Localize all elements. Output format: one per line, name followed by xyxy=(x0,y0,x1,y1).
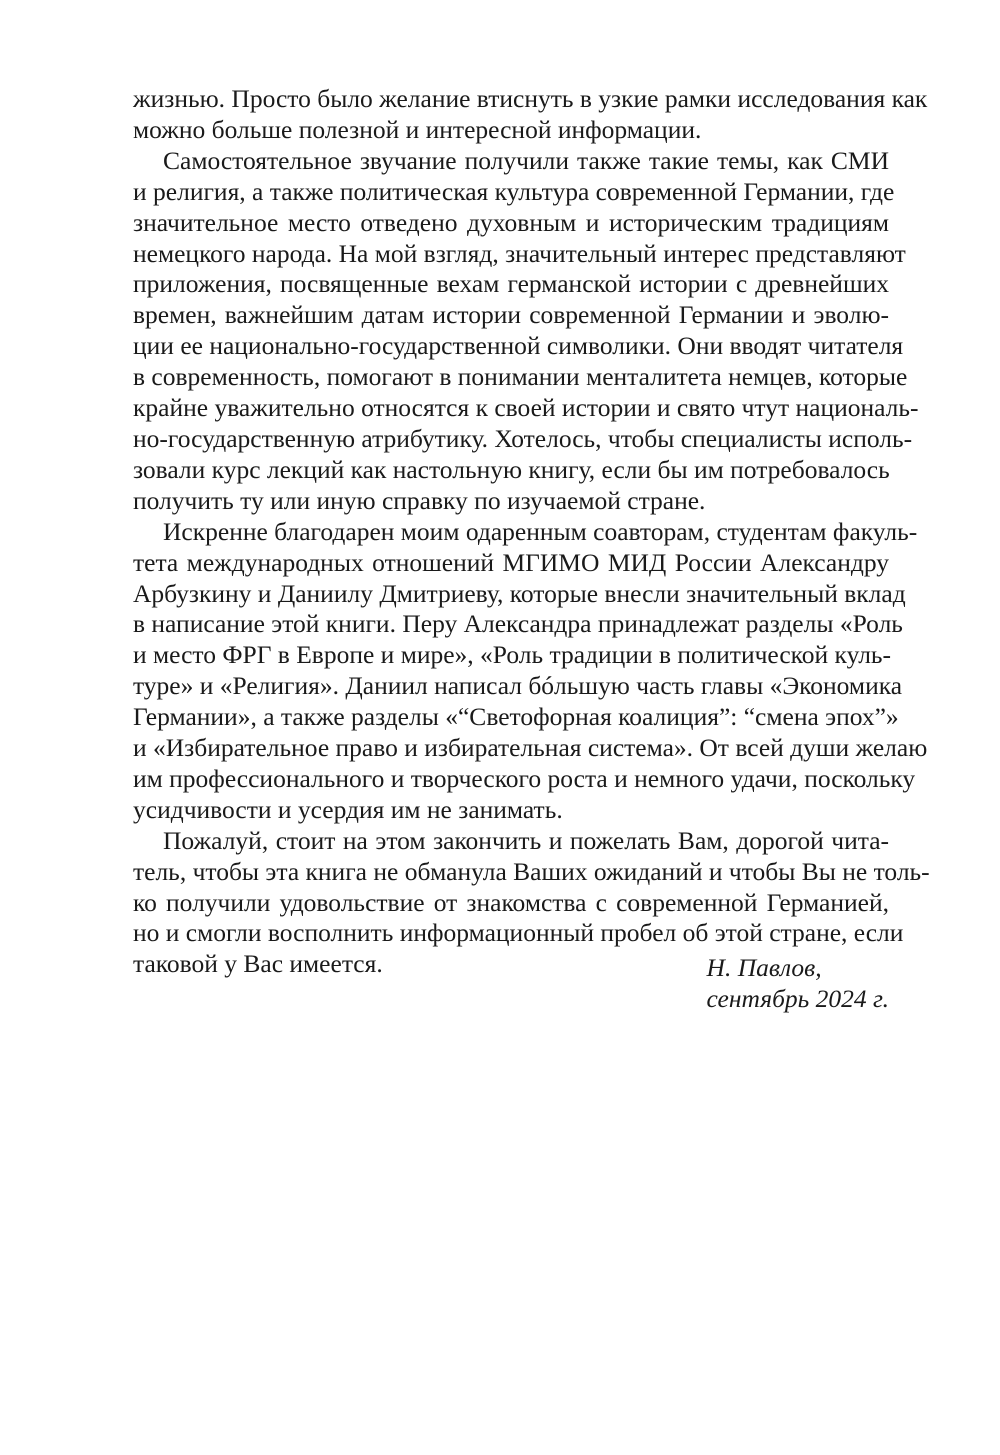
text-line: и «Избирательное право и избирательная система». От всей души желаю xyxy=(133,733,928,763)
text-line: усидчивости и усердия им не занимать. xyxy=(133,794,563,824)
text-line: значительное место отведено духовным и историческим традициям xyxy=(133,207,889,237)
text-line: жизнью. Просто было желание втиснуть в узкие рамки исследования как xyxy=(133,84,928,113)
text-line: таковой у Вас имеется. xyxy=(133,949,383,979)
signature xyxy=(707,952,889,1014)
text-line: Самостоятельное звучание получили также такие темы, как СМИ xyxy=(163,145,889,175)
text-line: Искренне благодарен моим одаренным соавторам, студентам факуль- xyxy=(163,516,918,546)
text-line: приложения, посвященные вехам германской истории с древнейших xyxy=(133,269,889,299)
text-line: в написание этой книги. Перу Александра принадлежат разделы «Роль xyxy=(133,609,903,639)
signature-author: Н. Павлов, xyxy=(706,953,822,982)
text-line: но и смогли восполнить информационный пробел об этой стране, если xyxy=(133,918,904,948)
paragraph-3 xyxy=(133,516,928,826)
text-line: туре» и «Религия». Даниил написал бóльшую часть главы «Экономика xyxy=(133,671,903,701)
text-line: в современность, помогают в понимании менталитета немцев, которые xyxy=(133,362,908,392)
document-body xyxy=(133,84,930,980)
text-line: Германии», а также разделы «“Светофорная коалиция”: “смена эпох”» xyxy=(133,702,899,732)
text-line: зовали курс лекций как настольную книгу, если бы им потребовалось xyxy=(133,454,890,484)
text-line: и религия, а также политическая культура современной Германии, где xyxy=(133,176,895,206)
paragraph-2 xyxy=(133,145,919,517)
text-line: немецкого народа. На мой взгляд, значительный интерес представляют xyxy=(133,238,906,268)
text-line: тета международных отношений МГИМО МИД России Александру xyxy=(133,547,889,577)
text-line: Пожалуй, стоит на этом закончить и пожелать Вам, дорогой чита- xyxy=(163,825,889,855)
text-line: получить ту или иную справку по изучаемой стране. xyxy=(133,485,706,515)
text-line: времен, важнейшим датам истории современной Германии и эволю- xyxy=(133,300,889,330)
paragraph-1 xyxy=(133,84,928,146)
text-line: можно больше полезной и интересной информации. xyxy=(133,114,702,144)
text-line: крайне уважительно относятся к своей истории и свято чтут националь- xyxy=(133,393,919,423)
text-line: Арбузкину и Даниилу Дмитриеву, которые внесли значительный вклад xyxy=(133,578,906,608)
text-line: и место ФРГ в Европе и мире», «Роль традиции в политической куль- xyxy=(133,640,892,670)
text-line: ко получили удовольствие от знакомства с современной Германией, xyxy=(133,887,889,917)
text-line: но-государственную атрибутику. Хотелось, чтобы специалисты исполь- xyxy=(133,423,913,453)
text-line: тель, чтобы эта книга не обманула Ваших ожиданий и чтобы Вы не толь- xyxy=(133,856,930,886)
text-line: ции ее национально-государственной символики. Они вводят читателя xyxy=(133,331,904,361)
signature-date: сентябрь 2024 г. xyxy=(706,984,889,1013)
text-line: им профессионального и творческого роста и немного удачи, поскольку xyxy=(133,763,916,793)
